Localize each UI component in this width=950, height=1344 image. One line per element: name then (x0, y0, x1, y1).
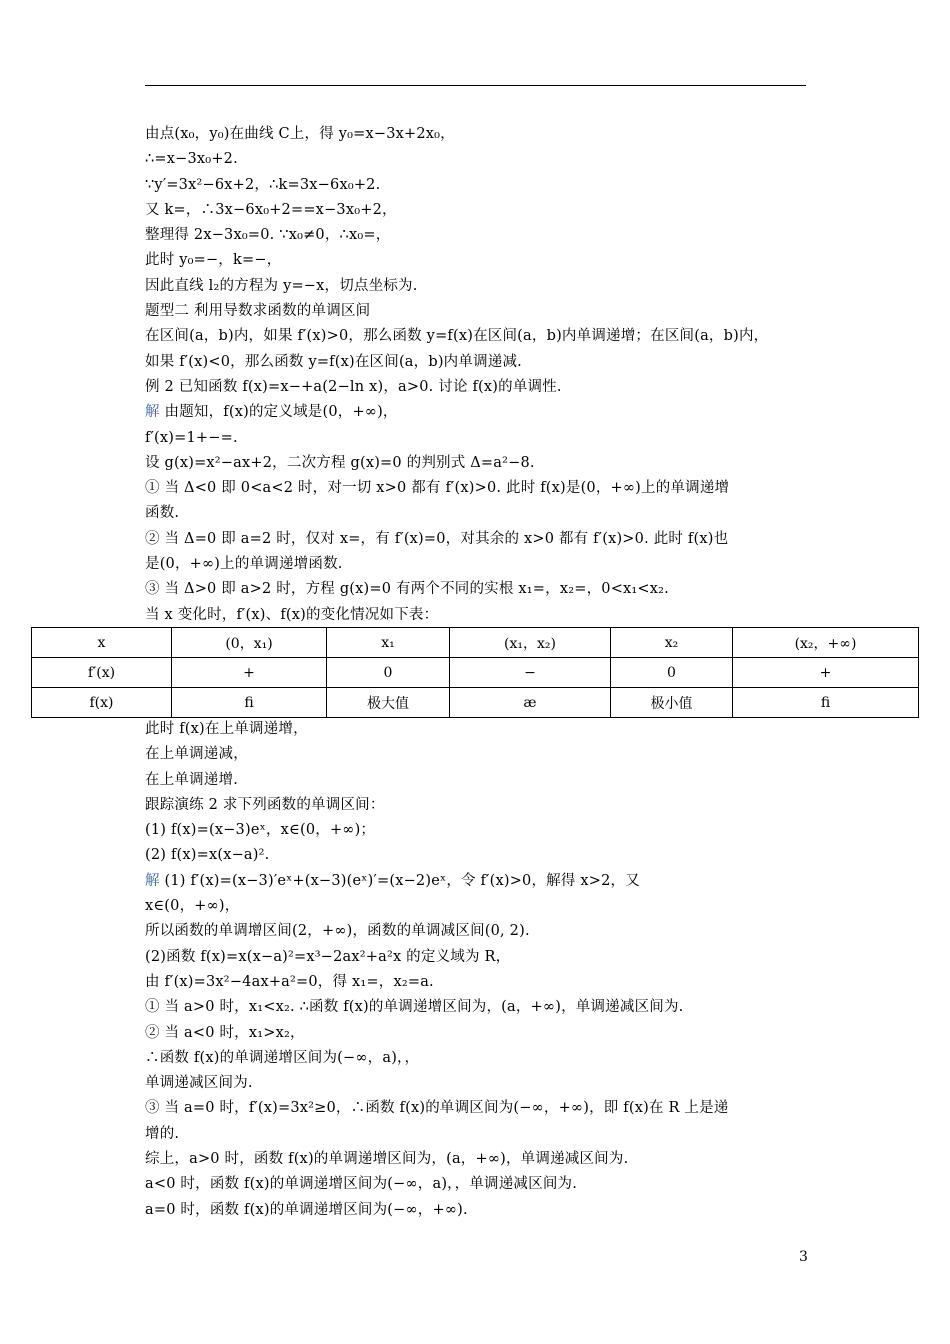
text-line: ∵y′=3x²−6x+2，∴k=3x−6x₀+2. (145, 176, 381, 193)
solution-text: 由题知，f(x)的定义域是(0，+∞)， (159, 404, 398, 421)
page-number: 3 (799, 1249, 808, 1265)
table-row (32, 658, 919, 688)
text-line: 整理得 2x−3x₀=0. ∵x₀≠0，∴x₀=， (145, 227, 391, 244)
text-line: ② 当 a<0 时，x₁>x₂， (145, 1024, 305, 1041)
text-line: (2) f(x)=x(x−a)². (145, 847, 270, 864)
text-line: 因此直线 l₂的方程为 y=−x，切点坐标为. (145, 277, 418, 294)
text-line: 在区间(a，b)内，如果 f′(x)>0，那么函数 y=f(x)在区间(a，b)内单调递增；在区间(a，b)内， (145, 328, 769, 345)
header-rule (145, 85, 806, 86)
text-line: 由 f′(x)=3x²−4ax+a²=0，得 x₁=，x₂=a. (145, 973, 434, 990)
table-cell: (0，x₁) (172, 628, 327, 658)
table-cell: x₂ (611, 628, 733, 658)
table-cell: 极大值 (327, 688, 450, 718)
text-line: ③ 当 a=0 时，f′(x)=3x²≥0，∴函数 f(x)的单调区间为(−∞，+∞)，即 f(x)在 R 上是递 (145, 1100, 729, 1117)
text-line: 设 g(x)=x²−ax+2，二次方程 g(x)=0 的判别式 Δ=a²−8. (145, 454, 535, 471)
text-line: 当 x 变化时，f′(x)、f(x)的变化情况如下表： (145, 606, 439, 623)
text-line: 在上单调递减， (145, 746, 248, 763)
variation-table-container (31, 627, 919, 718)
table-cell: 极小值 (611, 688, 733, 718)
text-line: 此时 f(x)在上单调递增， (145, 721, 308, 737)
table-cell: 0 (611, 658, 733, 688)
text-line: 增的. (145, 1125, 180, 1142)
text-line: 所以函数的单调增区间(2，+∞)，函数的单调减区间(0, 2). (145, 923, 530, 940)
text-line: a<0 时，函数 f(x)的单调递增区间为(−∞，a)，，单调递减区间为. (145, 1176, 578, 1193)
table-cell: 0 (327, 658, 450, 688)
text-line: a=0 时，函数 f(x)的单调递增区间为(−∞，+∞). (145, 1201, 468, 1218)
text-line: f′(x)=1+−=. (145, 429, 238, 446)
solution-text: (1) f′(x)=(x−3)′eˣ+(x−3)(eˣ)′=(x−2)eˣ，令 f′(x)>0，解得 x>2，又 (159, 872, 640, 889)
table-cell: f′(x) (32, 658, 172, 688)
text-line: ∴函数 f(x)的单调递增区间为(−∞，a)，， (145, 1049, 420, 1066)
table-cell: ﬁ (172, 688, 327, 718)
table-row (32, 628, 919, 658)
text-line: 综上，a>0 时，函数 f(x)的单调递增区间为，(a，+∞)，单调递减区间为. (145, 1151, 629, 1168)
example-heading: 例 2 已知函数 f(x)=x−+a(2−ln x)，a>0. 讨论 f(x)的单调性. (145, 378, 562, 395)
text-line: 单调递减区间为. (145, 1075, 253, 1092)
table-cell: + (172, 658, 327, 688)
table-cell: æ (450, 688, 611, 718)
text-line: 是(0，+∞)上的单调递增函数. (145, 556, 343, 573)
solution-line (145, 400, 817, 425)
text-line: ① 当 a>0 时，x₁<x₂. ∴函数 f(x)的单调递增区间为，(a，+∞)，单调递减区间为. (145, 999, 684, 1016)
section-heading: 题型二 利用导数求函数的单调区间 (145, 303, 371, 320)
text-line: ③ 当 Δ>0 即 a>2 时，方程 g(x)=0 有两个不同的实根 x₁=，x₂=，0<x₁<x₂. (145, 581, 669, 598)
document-body-top (145, 122, 817, 628)
text-line: 由点(x₀，y₀)在曲线 C上，得 y₀=x−3x+2x₀， (145, 126, 455, 142)
table-cell: x₁ (327, 628, 450, 658)
table-row (32, 688, 919, 718)
text-line: 如果 f′(x)<0，那么函数 y=f(x)在区间(a，b)内单调递减. (145, 353, 522, 370)
text-line: 此时 y₀=−，k=−， (145, 252, 282, 269)
text-line: ② 当 Δ=0 即 a=2 时，仅对 x=，有 f′(x)=0，对其余的 x>0 都有 f′(x)>0. 此时 f(x)也 (145, 530, 729, 547)
table-cell: (x₁，x₂) (450, 628, 611, 658)
text-line: ① 当 Δ<0 即 0<a<2 时，对一切 x>0 都有 f′(x)>0. 此时 f(x)是(0，+∞)上的单调递增 (145, 480, 730, 497)
solution-label: 解 (145, 404, 160, 421)
text-line: ∴=x−3x₀+2. (145, 151, 238, 168)
solution-line (145, 869, 817, 894)
text-line: 在上单调递增. (145, 771, 239, 788)
text-line: x∈(0，+∞)， (145, 898, 240, 915)
text-line: (2)函数 f(x)=x(x−a)²=x³−2ax²+a²x 的定义域为 R， (145, 948, 511, 965)
table-cell: − (450, 658, 611, 688)
document-body-bottom (145, 717, 817, 1223)
solution-label: 解 (145, 872, 160, 889)
table-cell: + (733, 658, 919, 688)
table-cell: x (32, 628, 172, 658)
exercise-heading: 跟踪演练 2 求下列函数的单调区间： (145, 796, 385, 813)
text-line: 函数. (145, 505, 180, 522)
table-cell: (x₂，+∞) (733, 628, 919, 658)
table-cell: ﬁ (733, 688, 919, 718)
text-line: (1) f(x)=(x−3)eˣ，x∈(0，+∞)； (145, 822, 376, 839)
variation-table (31, 627, 919, 718)
table-cell: f(x) (32, 688, 172, 718)
text-line: 又 k=，∴3x−6x₀+2==x−3x₀+2， (145, 201, 397, 218)
